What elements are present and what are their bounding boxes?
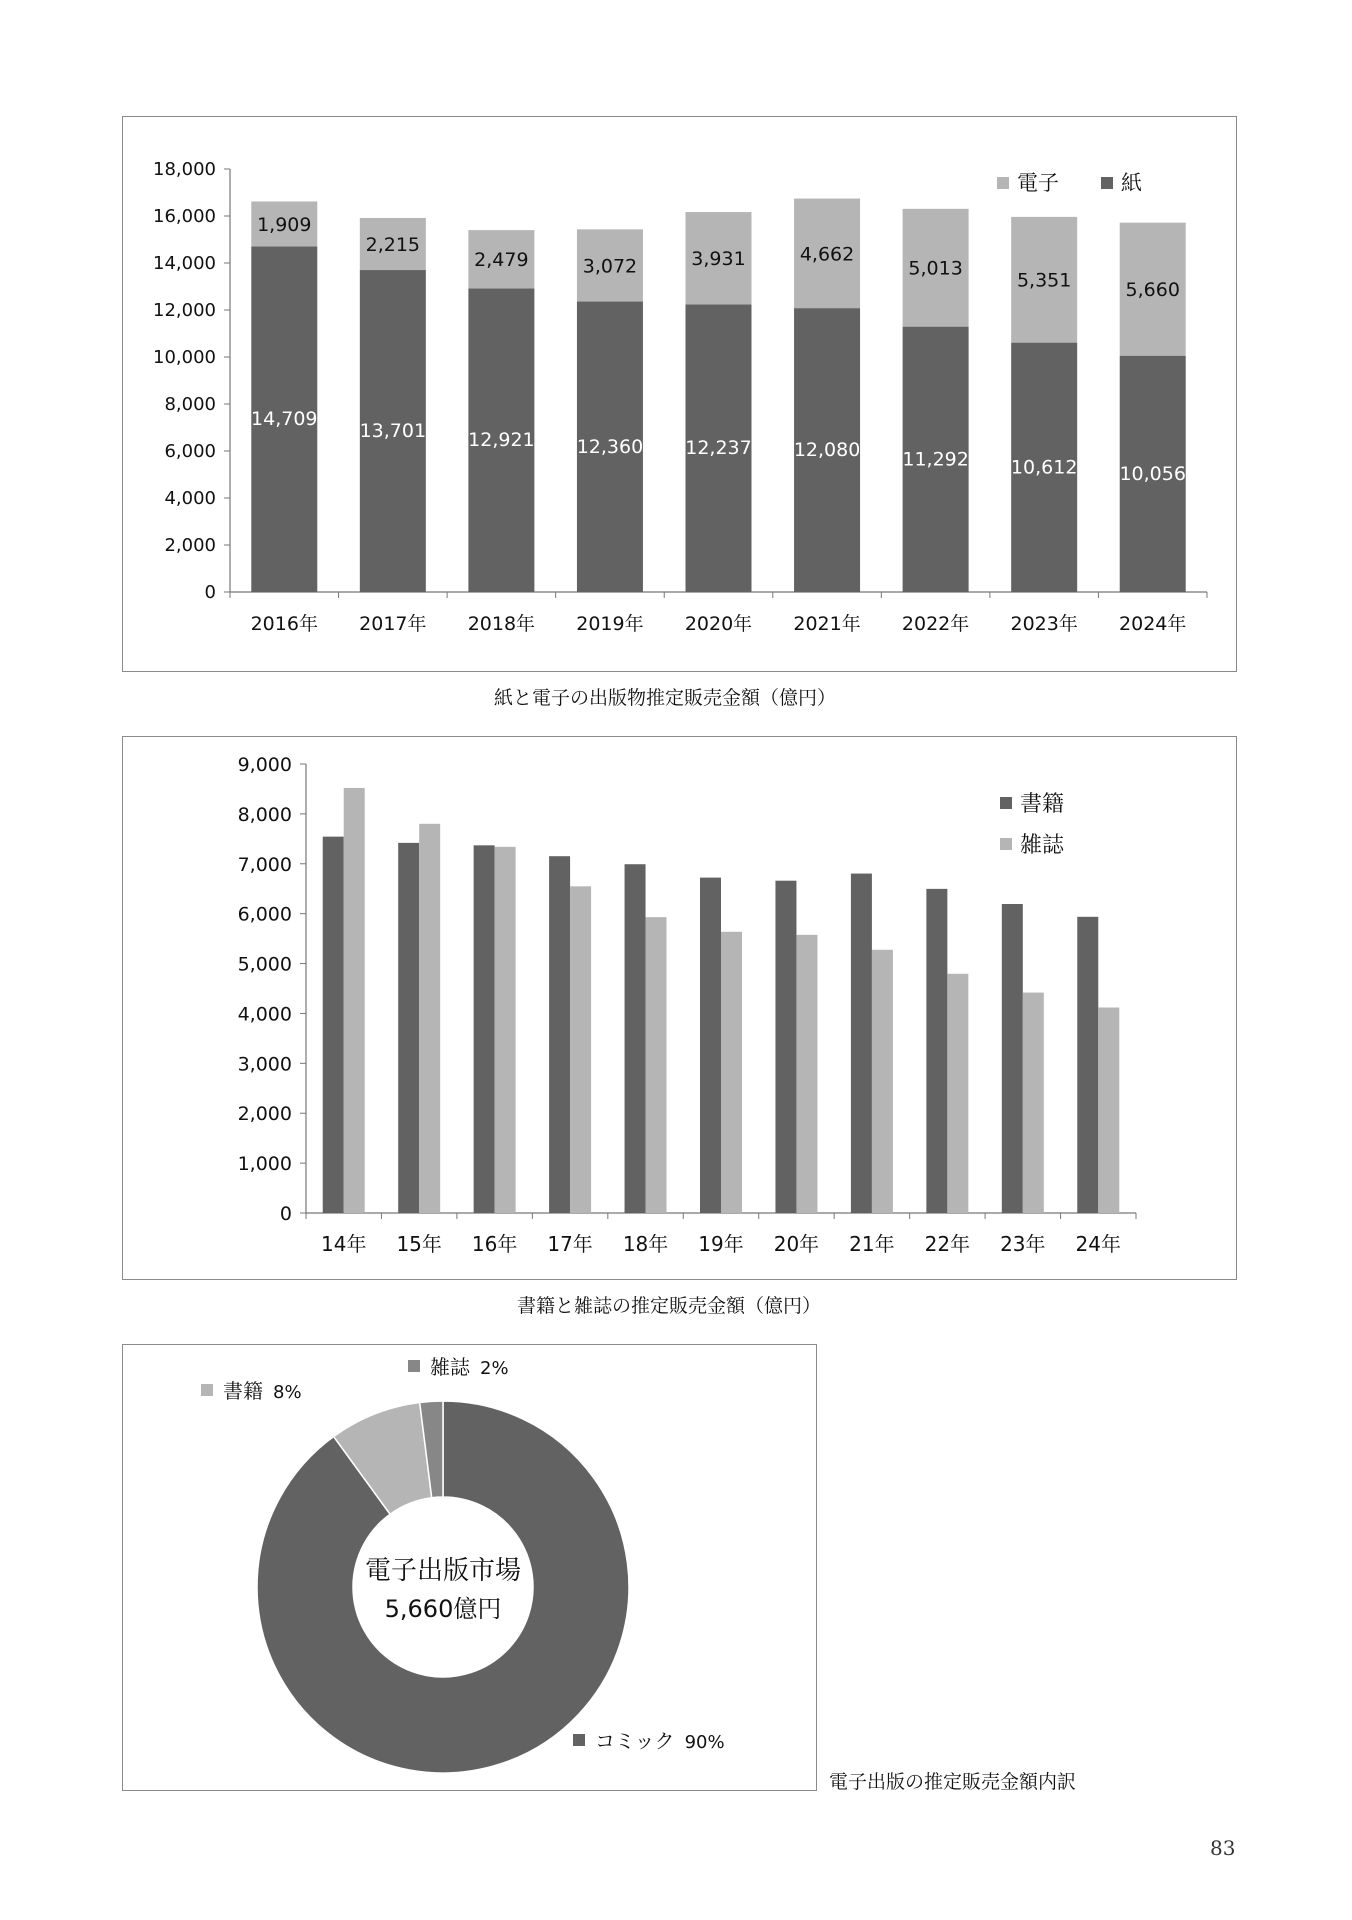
chart2-y-tick-label: 7,000 xyxy=(237,853,292,876)
chart1-y-tick-label: 4,000 xyxy=(164,488,216,509)
chart2-y-tick-label: 9,000 xyxy=(237,754,292,776)
chart1-label-electronic: 5,351 xyxy=(1016,269,1072,292)
chart2-x-tick-label: 16年 xyxy=(471,1232,518,1256)
chart1-plot xyxy=(123,117,1236,671)
chart2-x-tick-label: 17年 xyxy=(547,1232,593,1256)
chart2-legend-swatch xyxy=(1000,838,1012,850)
chart1-y-tick-label: 10,000 xyxy=(153,347,216,368)
chart2-y-tick-label: 3,000 xyxy=(237,1053,292,1076)
chart2-bar-magazines xyxy=(419,824,440,1213)
chart1-y-tick-label: 0 xyxy=(204,582,216,603)
chart3-caption: 電子出版の推定販売金額内訳 xyxy=(829,1771,1077,1793)
chart2-y-tick-label: 2,000 xyxy=(237,1103,292,1126)
chart3-plot xyxy=(123,1345,816,1790)
chart2-bar-magazines xyxy=(495,847,516,1213)
chart1-label-electronic: 5,013 xyxy=(908,257,963,280)
chart1-caption: 紙と電子の出版物推定販売金額（億円） xyxy=(494,687,837,709)
chart2-x-tick-label: 24年 xyxy=(1075,1232,1121,1256)
chart3-legend-swatch xyxy=(573,1734,585,1746)
chart2-bar-magazines xyxy=(796,935,817,1213)
chart1-x-tick-label: 2024年 xyxy=(1119,613,1187,635)
chart2-bar-magazines xyxy=(646,917,667,1213)
page-number: 83 xyxy=(1210,1836,1236,1860)
chart1-label-electronic: 3,072 xyxy=(582,255,638,278)
chart2-y-tick-label: 1,000 xyxy=(237,1153,292,1176)
chart3-slice-label: 書籍 8% xyxy=(223,1379,302,1403)
chart1-label-electronic: 2,479 xyxy=(474,249,529,272)
chart1-label-paper: 10,612 xyxy=(1010,456,1078,479)
chart2-x-tick-label: 20年 xyxy=(773,1232,820,1256)
chart3-center-line1: 電子出版市場 xyxy=(364,1556,522,1586)
chart2-legend-label: 雑誌 xyxy=(1020,833,1065,858)
chart2-caption: 書籍と雑誌の推定販売金額（億円） xyxy=(517,1295,822,1317)
chart2-bar-books xyxy=(398,843,419,1213)
chart2-bar-books xyxy=(775,881,796,1213)
chart2-y-tick-label: 5,000 xyxy=(237,953,292,976)
chart2-bar-books xyxy=(323,837,344,1213)
chart2-bar-books xyxy=(700,878,721,1213)
chart2-y-tick-label: 6,000 xyxy=(237,903,292,926)
chart1-x-tick-label: 2018年 xyxy=(467,613,536,635)
chart2-bar-magazines xyxy=(344,788,365,1213)
chart2-legend-label: 書籍 xyxy=(1020,792,1065,817)
chart1-legend-swatch xyxy=(1101,177,1113,189)
chart1-x-tick-label: 2021年 xyxy=(793,613,861,635)
chart1-label-paper: 12,080 xyxy=(793,439,861,462)
chart1-legend-label: 電子 xyxy=(1017,171,1059,195)
chart1-x-tick-label: 2020年 xyxy=(684,613,753,635)
chart1-y-tick-label: 12,000 xyxy=(153,300,216,321)
chart2-bar-books xyxy=(926,889,947,1213)
chart2-plot xyxy=(123,737,1236,1279)
chart2-x-tick-label: 15年 xyxy=(396,1232,442,1256)
chart2-bar-books xyxy=(1002,904,1023,1213)
chart1-label-paper: 11,292 xyxy=(902,448,969,471)
chart2-bar-books xyxy=(474,845,495,1213)
chart1-label-electronic: 4,662 xyxy=(799,243,855,266)
chart2-legend-swatch xyxy=(1000,797,1012,809)
chart3-panel xyxy=(122,1344,817,1791)
chart1-y-tick-label: 2,000 xyxy=(164,535,216,556)
chart1-label-paper: 12,360 xyxy=(576,435,644,458)
chart1-panel xyxy=(122,116,1237,672)
chart2-bar-magazines xyxy=(1023,993,1044,1213)
chart1-x-tick-label: 2016年 xyxy=(250,613,318,635)
chart3-legend-swatch xyxy=(201,1384,213,1396)
chart3-center-line2: 5,660億円 xyxy=(384,1595,502,1623)
chart1-label-paper: 13,701 xyxy=(359,420,427,443)
chart1-y-tick-label: 8,000 xyxy=(164,394,216,415)
chart2-y-tick-label: 0 xyxy=(279,1203,292,1225)
chart2-bar-books xyxy=(625,864,646,1213)
chart3-slice-label: コミック 90% xyxy=(595,1729,725,1753)
chart1-label-paper: 12,921 xyxy=(468,429,535,452)
chart1-x-tick-label: 2019年 xyxy=(576,613,644,635)
chart1-y-tick-label: 16,000 xyxy=(153,206,216,227)
chart2-bar-magazines xyxy=(721,932,742,1213)
chart2-bar-magazines xyxy=(1098,1008,1119,1213)
chart2-x-tick-label: 18年 xyxy=(622,1232,669,1256)
chart2-x-tick-label: 21年 xyxy=(849,1232,895,1256)
chart1-x-tick-label: 2022年 xyxy=(901,613,970,635)
chart2-x-tick-label: 22年 xyxy=(924,1232,971,1256)
chart1-y-tick-label: 6,000 xyxy=(164,441,216,462)
chart2-bar-magazines xyxy=(947,974,968,1213)
chart1-legend-swatch xyxy=(997,177,1009,189)
chart1-label-electronic: 2,215 xyxy=(365,234,421,257)
chart1-x-tick-label: 2017年 xyxy=(359,613,427,635)
chart1-legend-label: 紙 xyxy=(1121,171,1142,195)
chart2-bar-books xyxy=(549,856,570,1213)
chart1-y-tick-label: 18,000 xyxy=(153,159,216,180)
chart2-bar-books xyxy=(851,874,872,1213)
chart2-x-tick-label: 14年 xyxy=(321,1232,367,1256)
chart2-y-tick-label: 4,000 xyxy=(237,1003,292,1026)
chart1-label-electronic: 5,660 xyxy=(1125,279,1180,302)
chart1-label-paper: 12,237 xyxy=(685,437,752,460)
chart2-panel xyxy=(122,736,1237,1280)
chart2-x-tick-label: 23年 xyxy=(1000,1232,1046,1256)
chart1-label-electronic: 1,909 xyxy=(257,213,312,236)
chart2-y-tick-label: 8,000 xyxy=(237,803,292,826)
chart2-bar-magazines xyxy=(872,950,893,1213)
chart2-bar-books xyxy=(1077,917,1098,1213)
chart3-legend-swatch xyxy=(408,1360,420,1372)
chart1-x-tick-label: 2023年 xyxy=(1010,613,1078,635)
chart1-y-tick-label: 14,000 xyxy=(153,253,216,274)
chart1-label-electronic: 3,931 xyxy=(691,248,746,271)
chart1-label-paper: 10,056 xyxy=(1119,462,1186,485)
chart3-slice-label: 雑誌 2% xyxy=(430,1355,509,1379)
chart2-x-tick-label: 19年 xyxy=(698,1232,744,1256)
chart2-bar-magazines xyxy=(570,886,591,1213)
chart1-label-paper: 14,709 xyxy=(251,408,318,431)
